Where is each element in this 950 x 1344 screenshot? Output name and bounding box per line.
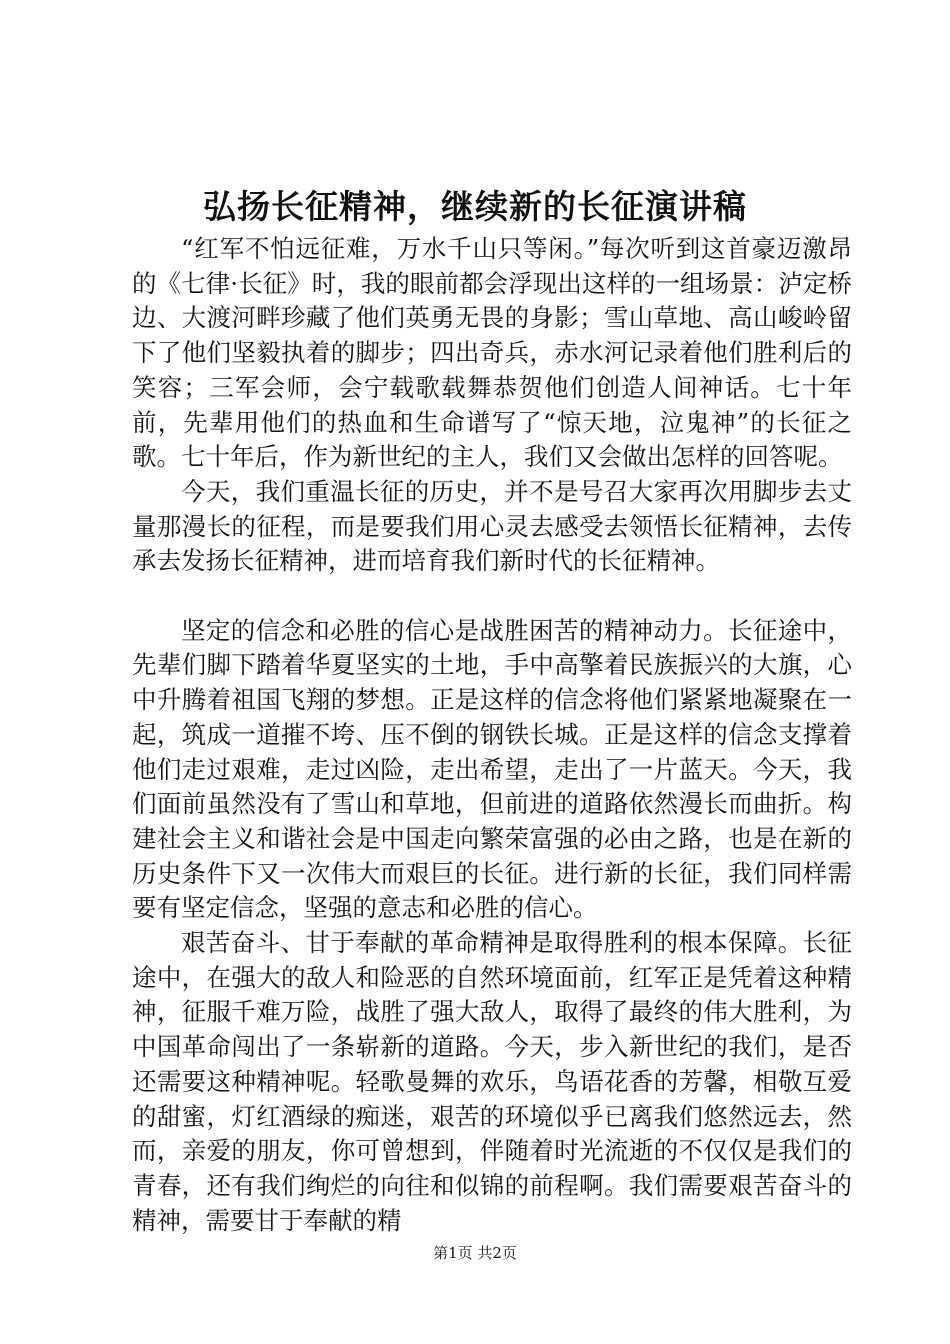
paragraph-3: 坚定的信念和必胜的信心是战胜困苦的精神动力。长征途中，先辈们脚下踏着华夏坚实的土地，手中高擎着民族振兴的大旗，心中升腾着祖国飞翔的梦想。正是这样的信念将他们紧紧地凝聚在一起，筑成一道摧不垮、压不倒的钢铁长城。正是这样的信念支撑着他们走过艰难，走过凶险，走出希望，走出了一片蓝天。今天，我们面前虽然没有了雪山和草地，但前进的道路依然漫长而曲折。构建社会主义和谐社会是中国走向繁荣富强的必由之路，也是在新的历史条件下又一次伟大而艰巨的长征。进行新的长征，我们同样需要有坚定信念，坚强的意志和必胜的信心。 xyxy=(132,615,852,923)
paragraph-2: 今天，我们重温长征的历史，并不是号召大家再次用脚步去丈量那漫长的征程，而是要我们用心灵去感受去领悟长征精神，去传承去发扬长征精神，进而培育我们新时代的长征精神。 xyxy=(132,476,852,576)
paragraph-4: 艰苦奋斗、甘于奉献的革命精神是取得胜利的根本保障。长征途中，在强大的敌人和险恶的自然环境面前，红军正是凭着这种精神，征服千难万险，战胜了强大敌人，取得了最终的伟大胜利，为中国革命闯出了一条崭新的道路。今天，步入新世纪的我们，是否还需要这种精神呢。轻歌曼舞的欢乐，鸟语花香的芳馨，相敬互爱的甜蜜，灯红酒绿的痴迷，艰苦的环境似乎已离我们悠然远去，然而，亲爱的朋友，你可曾想到，伴随着时光流逝的不仅仅是我们的青春，还有我们绚烂的向往和似锦的前程啊。我们需要艰苦奋斗的精神，需要甘于奉献的精 xyxy=(132,928,852,1235)
paragraph-spacer xyxy=(132,579,852,614)
document-body xyxy=(132,232,852,1238)
page-footer: 第1页 共2页 xyxy=(433,1244,517,1262)
paragraph-1: “红军不怕远征难，万水千山只等闲。”每次听到这首豪迈激昂的《七律·长征》时，我的眼前都会浮现出这样的一组场景：泸定桥边、大渡河畔珍藏了他们英勇无畏的身影；雪山草地、高山峻岭留下了他们坚毅执着的脚步；四出奇兵，赤水河记录着他们胜利后的笑容；三军会师，会宁载歌载舞恭贺他们创造人间神话。七十年前，先辈用他们的热血和生命谱写了“惊天地，泣鬼神”的长征之歌。七十年后，作为新世纪的主人，我们又会做出怎样的回答呢。 xyxy=(132,234,852,472)
page-title: 弘扬长征精神，继续新的长征演讲稿 xyxy=(203,187,747,226)
